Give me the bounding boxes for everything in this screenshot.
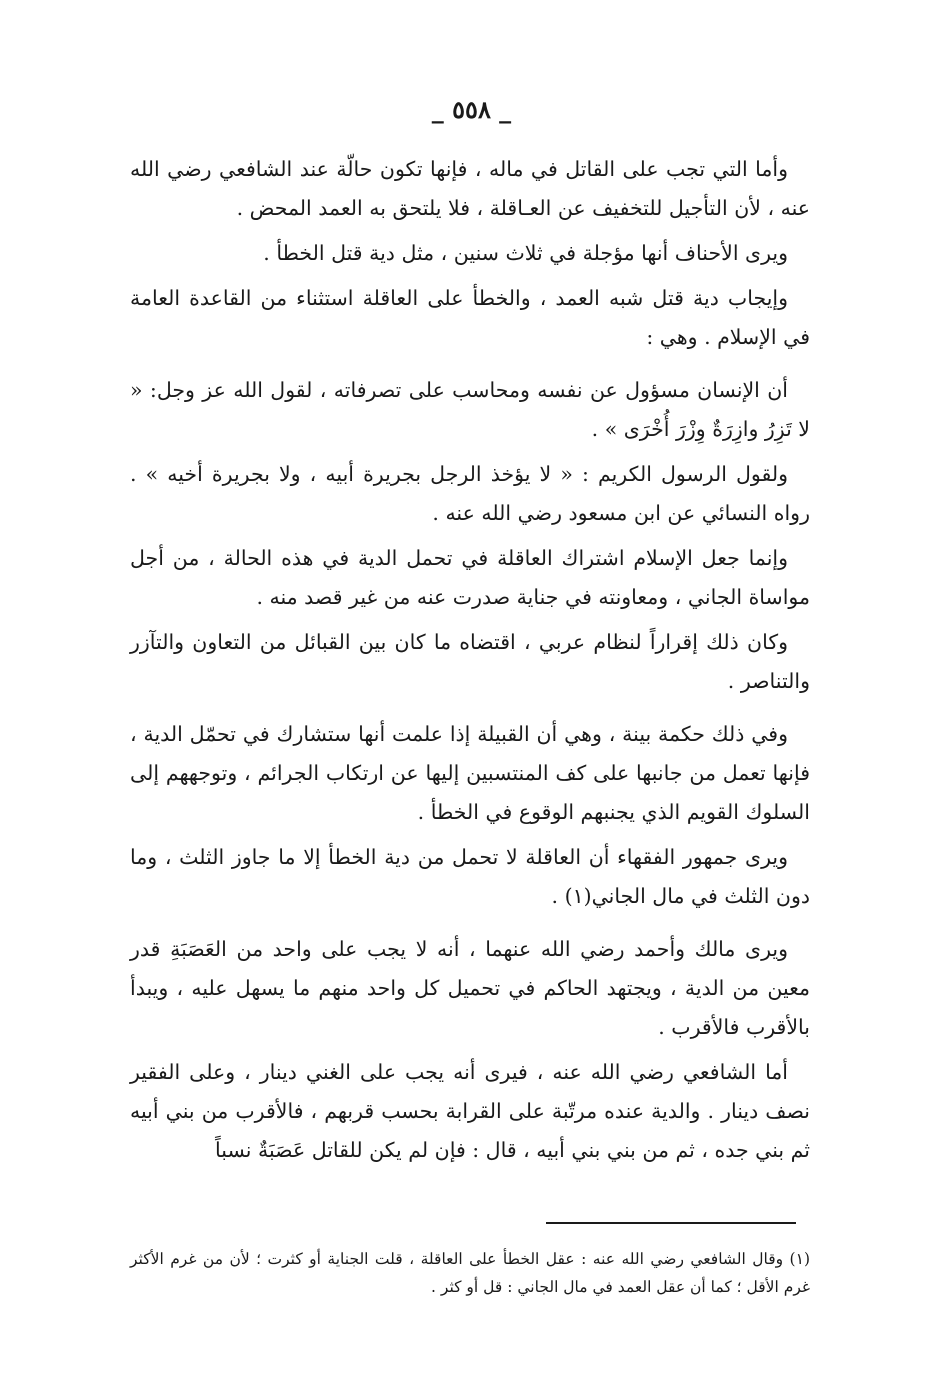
- paragraph-10: ويرى مالك وأحمد رضي الله عنهما ، أنه لا يجب على واحد من العَصَبَةِ قدر معين من الدية ، ويجتهد الحاكم في تحميل كل واحد منهم ما يسهل عليه ، ويبدأ بالأقرب فالأقرب .: [130, 937, 810, 1039]
- body-text: [130, 150, 810, 1176]
- paragraph-8: وفي ذلك حكمة بينة ، وهي أن القبيلة إذا علمت أنها ستشارك في تحمّل الدية ، فإنها تعمل من جانبها على كف المنتسبين إليها عن ارتكاب الجرائم ، وتوجههم إلى السلوك القويم الذي يجنبهم الوقوع في الخطأ .: [130, 722, 810, 824]
- paragraph-5: ولقول الرسول الكريم : « لا يؤخذ الرجل بجريرة أبيه ، ولا بجريرة أخيه » . رواه النسائي عن ابن مسعود رضي الله عنه .: [130, 462, 810, 525]
- paragraph-1: وأما التي تجب على القاتل في ماله ، فإنها تكون حالّة عند الشافعي رضي الله عنه ، لأن التأجيل للتخفيف عن العـاقلة ، فلا يلتحق به العمد المحض .: [130, 157, 810, 220]
- page-number: _ ٥٥٨ _: [431, 95, 512, 124]
- paragraph-7: وكان ذلك إقراراً لنظام عربي ، اقتضاه ما كان بين القبائل من التعاون والتآزر والتناصر .: [130, 630, 810, 693]
- footnote-divider: [546, 1222, 796, 1224]
- footnote: (١) وقال الشافعي رضي الله عنه : عقل الخطأ على العاقلة ، قلت الجناية أو كثرت ؛ لأن من غرم الأكثر غرم الأقل ؛ كما أن عقل العمد في مال الجاني : قل أو كثر .: [130, 1250, 810, 1296]
- paragraph-3: وإيجاب دية قتل شبه العمد ، والخطأ على العاقلة استثناء من القاعدة العامة في الإسلام . وهي :: [130, 286, 810, 349]
- paragraph-9: ويرى جمهور الفقهاء أن العاقلة لا تحمل من دية الخطأ إلا ما جاوز الثلث ، وما دون الثلث في مال الجاني(١) .: [130, 845, 810, 908]
- paragraph-2: ويرى الأحناف أنها مؤجلة في ثلاث سنين ، مثل دية قتل الخطأ .: [263, 241, 788, 265]
- paragraph-6: وإنما جعل الإسلام اشتراك العاقلة في تحمل الدية في هذه الحالة ، من أجل مواساة الجاني ، ومعاونته في جناية صدرت عنه من غير قصد منه .: [130, 546, 810, 609]
- paragraph-4: أن الإنسان مسؤول عن نفسه ومحاسب على تصرفاته ، لقول الله عز وجل: « لا تَزِرُ وازِرَةٌ وِزْرَ أُخْرَى » .: [130, 378, 810, 441]
- paragraph-11: أما الشافعي رضي الله عنه ، فيرى أنه يجب على الغني دينار ، وعلى الفقير نصف دينار . والدية عنده مرتّبة على القرابة بحسب قربهم ، فالأقرب من بني أبيه ثم بني جده ، ثم من بني بني أبيه ، قال : فإن لم يكن للقاتل عَصَبَةٌ نسباً: [130, 1060, 810, 1162]
